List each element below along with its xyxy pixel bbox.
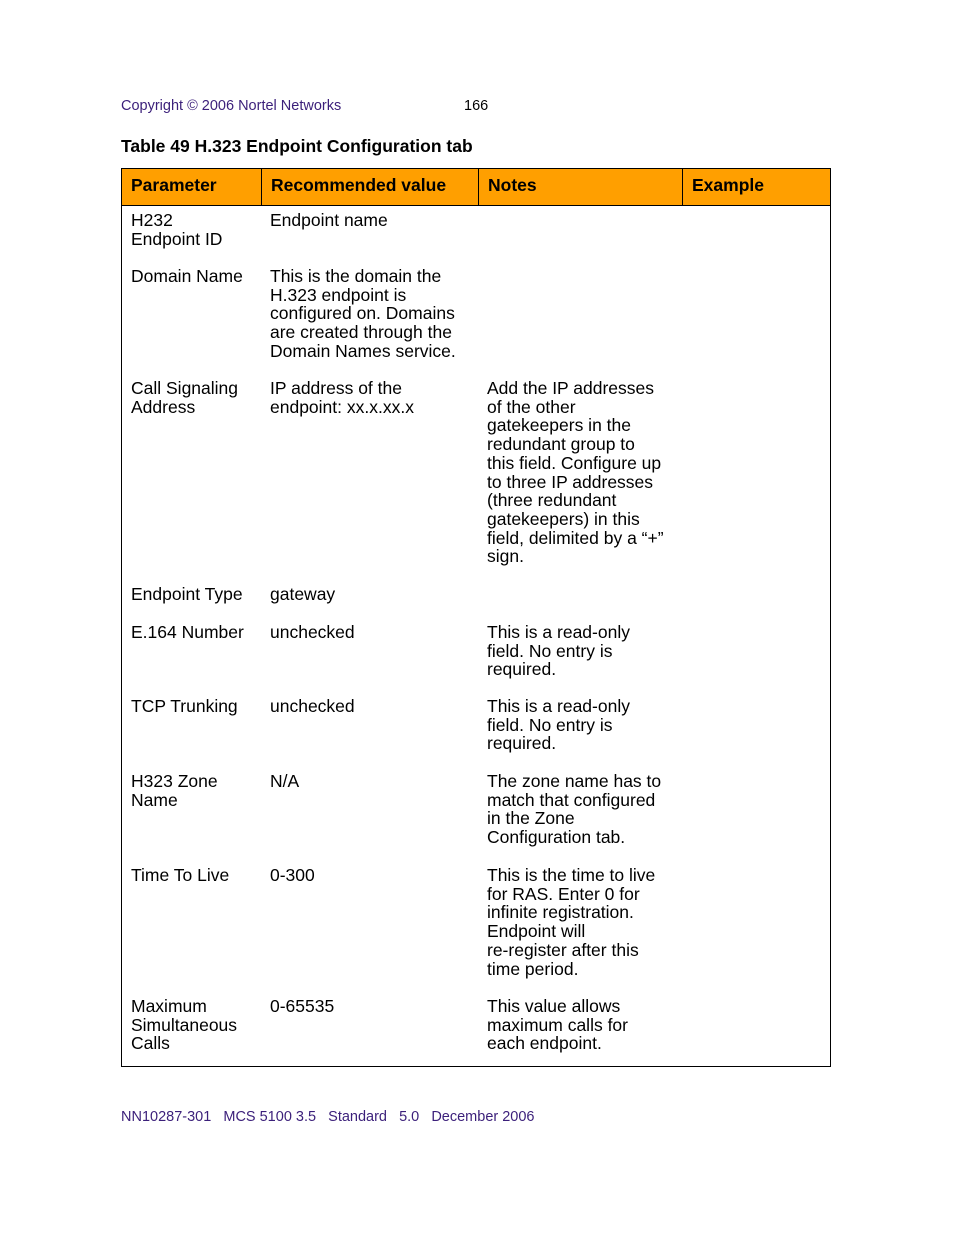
parameter-cell: Time To Live: [131, 865, 230, 885]
parameter-cell: Domain Name: [131, 266, 243, 286]
parameter-cell: Call Signaling Address: [131, 378, 239, 417]
config-table: [121, 168, 831, 1067]
value-cell: IP address of the endpoint: xx.x.xx.x: [270, 378, 414, 417]
page-number: 166: [464, 98, 489, 114]
copyright-notice: Copyright © 2006 Nortel Networks: [121, 98, 342, 114]
parameter-cell: Maximum Simultaneous Calls: [131, 996, 238, 1054]
value-cell: 0-65535: [270, 996, 335, 1016]
value-cell: gateway: [270, 584, 336, 604]
value-cell: N/A: [270, 771, 300, 791]
column-header-recommended-value: Recommended value: [261, 169, 478, 205]
notes-cell: This value allows maximum calls for each endpoint.: [487, 996, 628, 1054]
column-header-notes: Notes: [478, 169, 682, 205]
table-title: Table 49 H.323 Endpoint Configuration tab: [121, 136, 473, 156]
parameter-cell: H323 Zone Name: [131, 771, 218, 810]
column-header-example: Example: [682, 169, 830, 205]
parameter-cell: Endpoint Type: [131, 584, 243, 604]
value-cell: 0-300: [270, 865, 315, 885]
notes-cell: This is the time to live for RAS. Enter 0 for infinite registration. Endpoint will re-register after this time period.: [487, 865, 656, 979]
parameter-cell: TCP Trunking: [131, 696, 238, 716]
notes-cell: This is a read-only field. No entry is required.: [487, 622, 630, 680]
parameter-cell: E.164 Number: [131, 622, 244, 642]
value-cell: unchecked: [270, 696, 355, 716]
value-cell: This is the domain the H.323 endpoint is configured on. Domains are created through the Domain Names service.: [270, 266, 456, 361]
column-header-parameter: Parameter: [131, 175, 217, 195]
notes-cell: The zone name has to match that configured in the Zone Configuration tab.: [487, 771, 662, 848]
value-cell: Endpoint name: [270, 210, 388, 230]
table-header-row: [122, 169, 830, 206]
parameter-cell: H232 Endpoint ID: [131, 210, 223, 249]
document-footer: NN10287-301 MCS 5100 3.5 Standard 5.0 December 2006: [121, 1109, 535, 1125]
notes-cell: Add the IP addresses of the other gatekeepers in the redundant group to this field. Configure up to three IP addresses (three redundant gatekeepers) in this field, delimited by a “+” sign.: [487, 378, 664, 567]
notes-cell: This is a read-only field. No entry is required.: [487, 696, 630, 754]
value-cell: unchecked: [270, 622, 355, 642]
